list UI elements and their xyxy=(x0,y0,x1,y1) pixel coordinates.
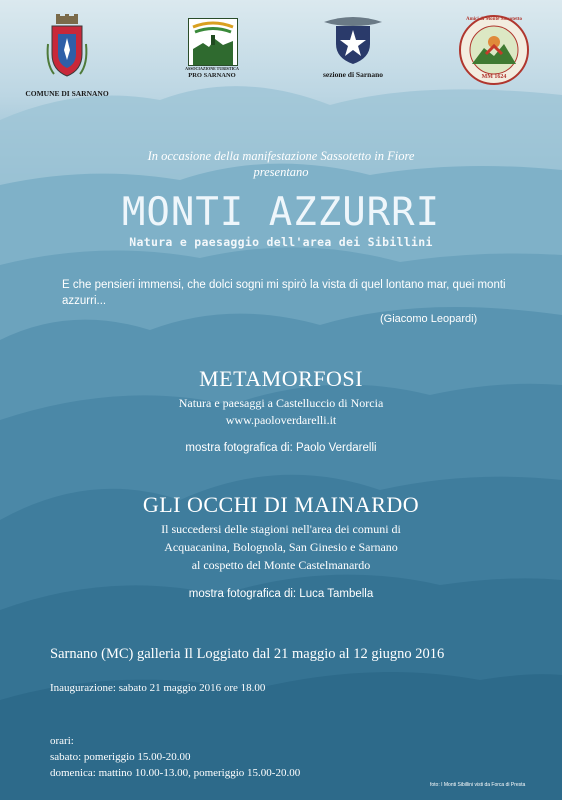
intro-line-1: In occasione della manifestazione Sassotetto in Fiore xyxy=(147,149,415,163)
inauguration: Inaugurazione: sabato 21 maggio 2016 ore 18.00 xyxy=(50,682,266,694)
intro-line-2: presentano xyxy=(253,165,309,179)
page-subtitle: Natura e paesaggio dell'area dei Sibillini xyxy=(129,235,433,249)
proloco-caption-top: ASSOCIAZIONE TURISTICA xyxy=(185,66,239,71)
sassotetto-badge-bottom: MM 1624 xyxy=(481,74,507,80)
exhibit1-credit: mostra fotografica di: Paolo Verdarelli xyxy=(185,442,377,454)
sassotetto-badge-top: Amici di Monte Sassotetto xyxy=(466,17,522,22)
leopardi-quote: E che pensieri immensi, che dolci sogni mi spirò la vista di quel lontano mar, quei monti azzurri... xyxy=(62,279,506,307)
exhibit2-line-3: al cospetto del Monte Castelmanardo xyxy=(191,558,371,572)
exhibit2-line-2: Acquacanina, Bolognola, San Ginesio e Sarnano xyxy=(164,540,398,554)
proloco-logo xyxy=(188,18,238,66)
comune-crest-icon xyxy=(44,14,90,84)
intro-text xyxy=(0,148,562,180)
cai-logo xyxy=(322,14,384,66)
hours-saturday: sabato: pomeriggio 15.00-20.00 xyxy=(50,751,191,763)
exhibit2-line-1: Il succedersi delle stagioni nell'area dei comuni di xyxy=(161,522,401,536)
exhibit1-website: www.paoloverdarelli.it xyxy=(225,413,337,427)
proloco-emblem-icon xyxy=(189,19,237,65)
cai-star-icon xyxy=(322,14,384,66)
quote-author: (Giacomo Leopardi) xyxy=(380,313,478,325)
comune-caption: COMUNE DI SARNANO xyxy=(25,89,109,98)
proloco-caption: PRO SARNANO xyxy=(188,72,236,79)
exhibit1-title: METAMORFOSI xyxy=(199,366,363,391)
comune-logo xyxy=(44,14,90,84)
exhibit2-credit: mostra fotografica di: Luca Tambella xyxy=(188,588,374,600)
cai-caption: sezione di Sarnano xyxy=(322,70,383,79)
exhibit2-title: GLI OCCHI DI MAINARDO xyxy=(142,492,420,517)
page-title: MONTI AZZURRI xyxy=(121,190,441,235)
exhibit1-line-1: Natura e paesaggi a Castelluccio di Norcia xyxy=(178,396,384,410)
venue-dates: Sarnano (MC) galleria Il Loggiato dal 21 maggio al 12 giugno 2016 xyxy=(50,646,445,662)
photo-credit: foto: I Monti Sibillini visti da Forca di Presta xyxy=(430,782,526,788)
opening-hours xyxy=(50,733,300,781)
hours-sunday: domenica: mattino 10.00-13.00, pomeriggio 15.00-20.00 xyxy=(50,767,301,779)
hours-label: orari: xyxy=(50,735,74,747)
